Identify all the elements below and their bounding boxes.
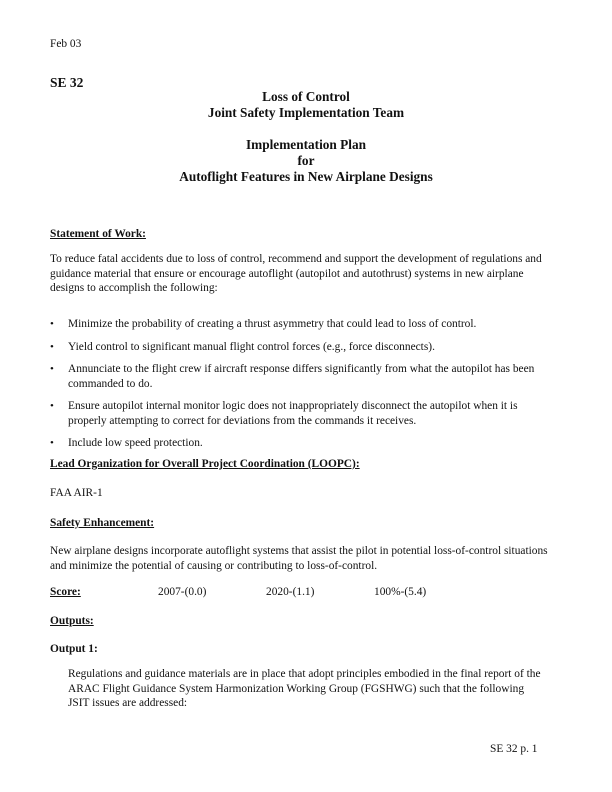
bullet-icon: •: [50, 400, 54, 412]
bullet-icon: •: [50, 341, 54, 353]
score-2020: 2020-(1.1): [266, 586, 315, 598]
list-item-text: Yield control to significant manual flight control forces (e.g., force disconnects).: [68, 341, 435, 353]
score-100-percent: 100%-(5.4): [374, 586, 427, 598]
title-line-4: for: [297, 153, 315, 168]
score-label: Score:: [50, 586, 81, 598]
bullet-icon: •: [50, 318, 54, 330]
score-2007: 2007-(0.0): [158, 586, 207, 598]
list-item-text: Minimize the probability of creating a thrust asymmetry that could lead to loss of control.: [68, 318, 477, 330]
title-line-2: Joint Safety Implementation Team: [207, 105, 405, 120]
output-1-label: Output 1:: [50, 643, 98, 655]
safety-enhancement-heading: Safety Enhancement:: [50, 517, 155, 529]
safety-enhancement-body: New airplane designs incorporate autoflight systems that assist the pilot in potential loss-of-control situations and minimize the potential of causing or contributing to loss-of-control.: [50, 545, 548, 572]
list-item-text: Ensure autopilot internal monitor logic does not inappropriately disconnect the autopilot when it is properly attempting to correct for deviations from the commands it receives.: [68, 400, 518, 427]
loopc-heading: Lead Organization for Overall Project Coordination (LOOPC):: [50, 458, 360, 470]
list-item-text: Include low speed protection.: [68, 437, 203, 449]
title-line-1: Loss of Control: [262, 89, 350, 104]
loopc-value: FAA AIR-1: [50, 487, 103, 499]
outputs-heading: Outputs:: [50, 615, 94, 627]
statement-of-work-heading: Statement of Work:: [50, 228, 146, 240]
statement-of-work-body: To reduce fatal accidents due to loss of control, recommend and support the development of regulations and guidance material that ensure or encourage autoflight (autopilot and autothrust) systems in new airplane designs to accomplish the following:: [50, 253, 542, 295]
list-item-text: Annunciate to the flight crew if aircraft response differs significantly from what the autopilot has been commanded to do.: [68, 363, 535, 390]
page-number: SE 32 p. 1: [490, 743, 538, 755]
title-line-3: Implementation Plan: [245, 137, 367, 152]
bullet-icon: •: [50, 363, 54, 375]
title-line-5: Autoflight Features in New Airplane Designs: [179, 169, 433, 184]
document-id: SE 32: [50, 75, 84, 90]
document-date: Feb 03: [50, 38, 82, 50]
bullet-icon: •: [50, 437, 54, 449]
output-1-body: Regulations and guidance materials are in place that adopt principles embodied in the final report of the ARAC Flight Guidance System Harmonization Working Group (FGSHWG) such that the following JSIT issues are addressed:: [68, 668, 541, 710]
